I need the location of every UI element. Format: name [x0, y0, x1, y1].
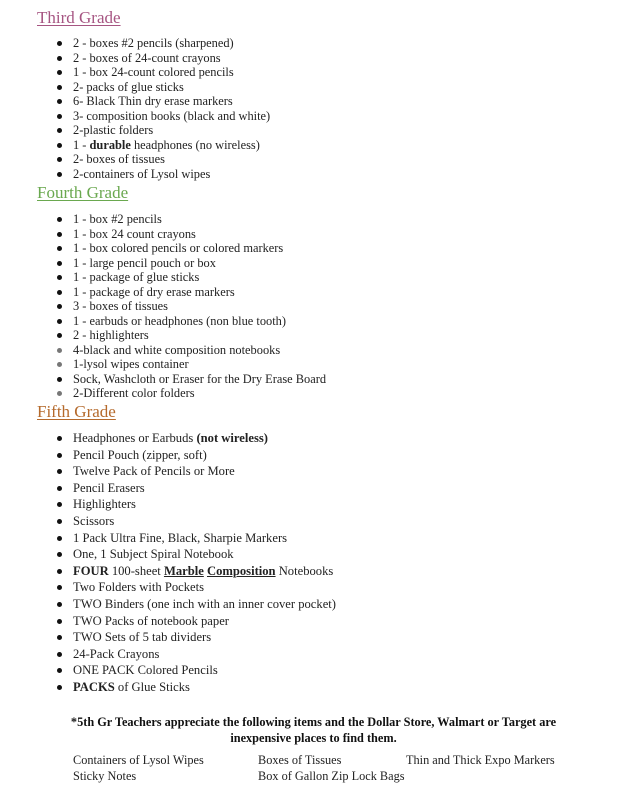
bullet-icon — [57, 246, 62, 251]
extra-item: Containers of Lysol Wipes — [73, 753, 204, 767]
bullet-icon — [57, 261, 62, 266]
bullet-icon — [57, 304, 62, 309]
bullet-icon — [57, 519, 62, 524]
bullet-icon — [57, 377, 62, 382]
emphasis-durable: durable — [89, 137, 131, 152]
extra-item: Box of Gallon Zip Lock Bags — [258, 769, 405, 783]
bullet-icon — [57, 362, 62, 367]
extra-item: Thin and Thick Expo Markers — [406, 753, 555, 767]
bullet-icon — [57, 668, 62, 673]
bullet-icon — [57, 552, 62, 557]
bullet-icon — [57, 391, 62, 396]
bullet-icon — [57, 70, 62, 75]
bullet-icon — [57, 157, 62, 162]
bullet-icon — [57, 114, 62, 119]
bullet-icon — [57, 99, 62, 104]
bullet-icon — [57, 348, 62, 353]
bullet-icon — [57, 85, 62, 90]
bullet-icon — [57, 319, 62, 324]
bullet-icon — [57, 56, 62, 61]
bullet-icon — [57, 685, 62, 690]
teacher-note-line-1: *5th Gr Teachers appreciate the following items and the Dollar Store, Walmart or Target are — [70, 715, 557, 729]
bullet-icon — [57, 569, 62, 574]
bullet-icon — [57, 635, 62, 640]
bullet-icon — [57, 536, 62, 541]
bullet-icon — [57, 502, 62, 507]
bullet-icon — [57, 469, 62, 474]
bullet-icon — [57, 652, 62, 657]
bullet-icon — [57, 217, 62, 222]
bullet-icon — [57, 172, 62, 177]
bullet-icon — [57, 453, 62, 458]
bullet-icon — [57, 128, 62, 133]
bullet-icon — [57, 486, 62, 491]
bullet-icon — [57, 333, 62, 338]
bullet-icon — [57, 602, 62, 607]
extra-item: Sticky Notes — [73, 769, 137, 783]
bullet-icon — [57, 41, 62, 46]
extra-item: Boxes of Tissues — [258, 753, 342, 767]
third-grade-heading: Third Grade — [37, 8, 121, 27]
bullet-icon — [57, 232, 62, 237]
bullet-icon — [57, 275, 62, 280]
fifth-grade-heading: Fifth Grade — [37, 402, 116, 421]
bullet-icon — [57, 436, 62, 441]
fourth-grade-heading: Fourth Grade — [37, 183, 129, 202]
bullet-icon — [57, 619, 62, 624]
bullet-icon — [57, 143, 62, 148]
teacher-note-line-2: inexpensive places to find them. — [230, 731, 397, 745]
bullet-icon — [57, 585, 62, 590]
bullet-icon — [57, 290, 62, 295]
